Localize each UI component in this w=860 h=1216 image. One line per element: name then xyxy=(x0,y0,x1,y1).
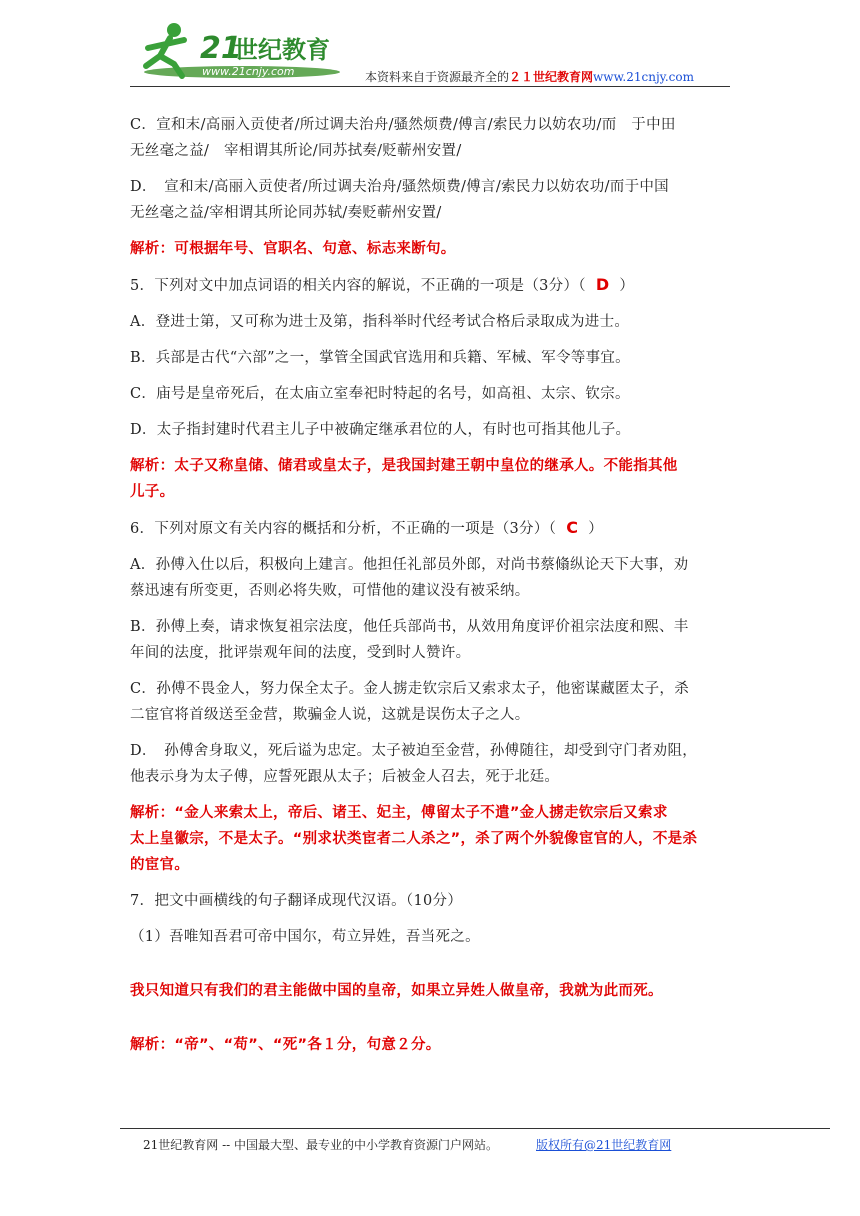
header-divider xyxy=(130,86,730,87)
q5-option-b: B．兵部是古代“六部”之一，掌管全国武官选用和兵籍、军械、军令等事宜。 xyxy=(130,350,630,366)
q5-stem-close: ） xyxy=(619,278,635,294)
footer-site-description: 21世纪教育网 -- 中国最大型、最专业的中小学教育资源门户网站。 xyxy=(143,1138,499,1152)
q5-option-c: C．庙号是皇帝死后，在太庙立室奉祀时特起的名号，如高祖、太宗、钦宗。 xyxy=(130,386,630,402)
q7-stem: 7．把文中画横线的句子翻译成现代汉语。（10分） xyxy=(130,893,463,909)
svg-text:www.21cnjy.com: www.21cnjy.com xyxy=(202,65,295,78)
site-logo xyxy=(130,18,360,82)
source-note-site[interactable]: ２１世纪教育网 xyxy=(509,70,594,84)
document-body xyxy=(130,112,730,1058)
source-note xyxy=(365,68,694,85)
q5-stem-text: 5．下列对文中加点词语的相关内容的解说，不正确的一项是（3分）（ xyxy=(130,278,586,294)
q6-option-c-line2: 二宦官将首级送至金营，欺骗金人说，这就是误伤太子之人。 xyxy=(130,707,530,723)
q6-option-a-line2: 蔡迅速有所变更，否则必将失败，可惜他的建议没有被采纳。 xyxy=(130,583,530,599)
svg-text:世纪教育: 世纪教育 xyxy=(234,36,330,64)
q5-analysis-line2: 儿子。 xyxy=(130,484,175,500)
q5-option-d: D．太子指封建时代君主儿子中被确定继承君位的人，有时也可指其他儿子。 xyxy=(130,422,631,438)
svg-text:21: 21 xyxy=(200,31,242,66)
q4-analysis: 解析：可根据年号、官职名、句意、标志来断句。 xyxy=(130,241,456,257)
q5-analysis-line1: 解析：太子又称皇储、储君或皇太子，是我国封建王朝中皇位的继承人。不能指其他 xyxy=(130,458,678,474)
q6-option-b-line2: 年间的法度，批评崇观年间的法度，受到时人赞许。 xyxy=(130,645,471,661)
q6-option-b-line1: B．孙傅上奏，请求恢复祖宗法度，他任兵部尚书，从效用角度评价祖宗法度和熙、丰 xyxy=(130,619,689,635)
source-note-url[interactable]: www.21cnjy.com xyxy=(593,70,694,84)
q6-stem-text: 6．下列对原文有关内容的概括和分析，不正确的一项是（3分）（ xyxy=(130,521,557,537)
q4-option-c-line1: C．宣和末/高丽入贡使者/所过调夫治舟/骚然烦费/傅言/索民力以妨农功/而 于中田 xyxy=(130,117,676,133)
q7-analysis: 解析：“帝”、“苟”、“死”各１分，句意２分。 xyxy=(130,1037,441,1053)
footer-copyright-link[interactable]: 版权所有@21世纪教育网 xyxy=(536,1138,672,1152)
q6-analysis-line1: 解析：“金人来索太上，帝后、诸王、妃主，傅留太子不遣”金人掳走钦宗后又索求 xyxy=(130,805,668,821)
q4-option-d-line2: 无丝毫之益/宰相谓其所论同苏轼/奏贬蕲州安置/ xyxy=(130,205,442,221)
q7-sub1: （1）吾唯知吾君可帝中国尔，苟立异姓，吾当死之。 xyxy=(130,929,480,945)
q6-stem-close: ） xyxy=(588,521,604,537)
q6-answer: C xyxy=(566,518,579,537)
q4-option-d-line1: D． 宣和末/高丽入贡使者/所过调夫治舟/骚然烦费/傅言/索民力以妨农功/而于中国 xyxy=(130,179,669,195)
q6-analysis-line2: 太上皇徽宗，不是太子。“别求状类宦者二人杀之”，杀了两个外貌像宦官的人，不是杀 xyxy=(130,831,698,847)
page-header xyxy=(130,18,730,88)
q5-stem xyxy=(130,272,730,299)
q5-answer: D xyxy=(595,275,610,294)
page-footer xyxy=(143,1136,671,1153)
source-note-prefix: 本资料来自于资源最齐全的 xyxy=(365,70,510,84)
footer-divider xyxy=(120,1128,830,1129)
q6-analysis-line3: 的宦官。 xyxy=(130,857,190,873)
q6-option-d-line2: 他表示身为太子傅，应誓死跟从太子；后被金人召去，死于北廷。 xyxy=(130,769,560,785)
q4-option-c-line2: 无丝毫之益/ 宰相谓其所论/同苏拭奏/贬蕲州安置/ xyxy=(130,143,462,159)
q6-option-c-line1: C．孙傅不畏金人，努力保全太子。金人掳走钦宗后又索求太子，他密谋藏匿太子，杀 xyxy=(130,681,689,697)
q6-option-a-line1: A．孙傅入仕以后，积极向上建言。他担任礼部员外郎，对尚书蔡翛纵论天下大事，劝 xyxy=(130,557,689,573)
q6-stem xyxy=(130,515,730,542)
q6-option-d-line1: D． 孙傅舍身取义，死后谥为忠定。太子被迫至金营，孙傅随往，却受到守门者劝阻， xyxy=(130,743,698,759)
q5-option-a: A．登进士第，又可称为进士及第，指科举时代经考试合格后录取成为进士。 xyxy=(130,314,630,330)
q7-translation: 我只知道只有我们的君主能做中国的皇帝，如果立异姓人做皇帝，我就为此而死。 xyxy=(130,983,663,999)
